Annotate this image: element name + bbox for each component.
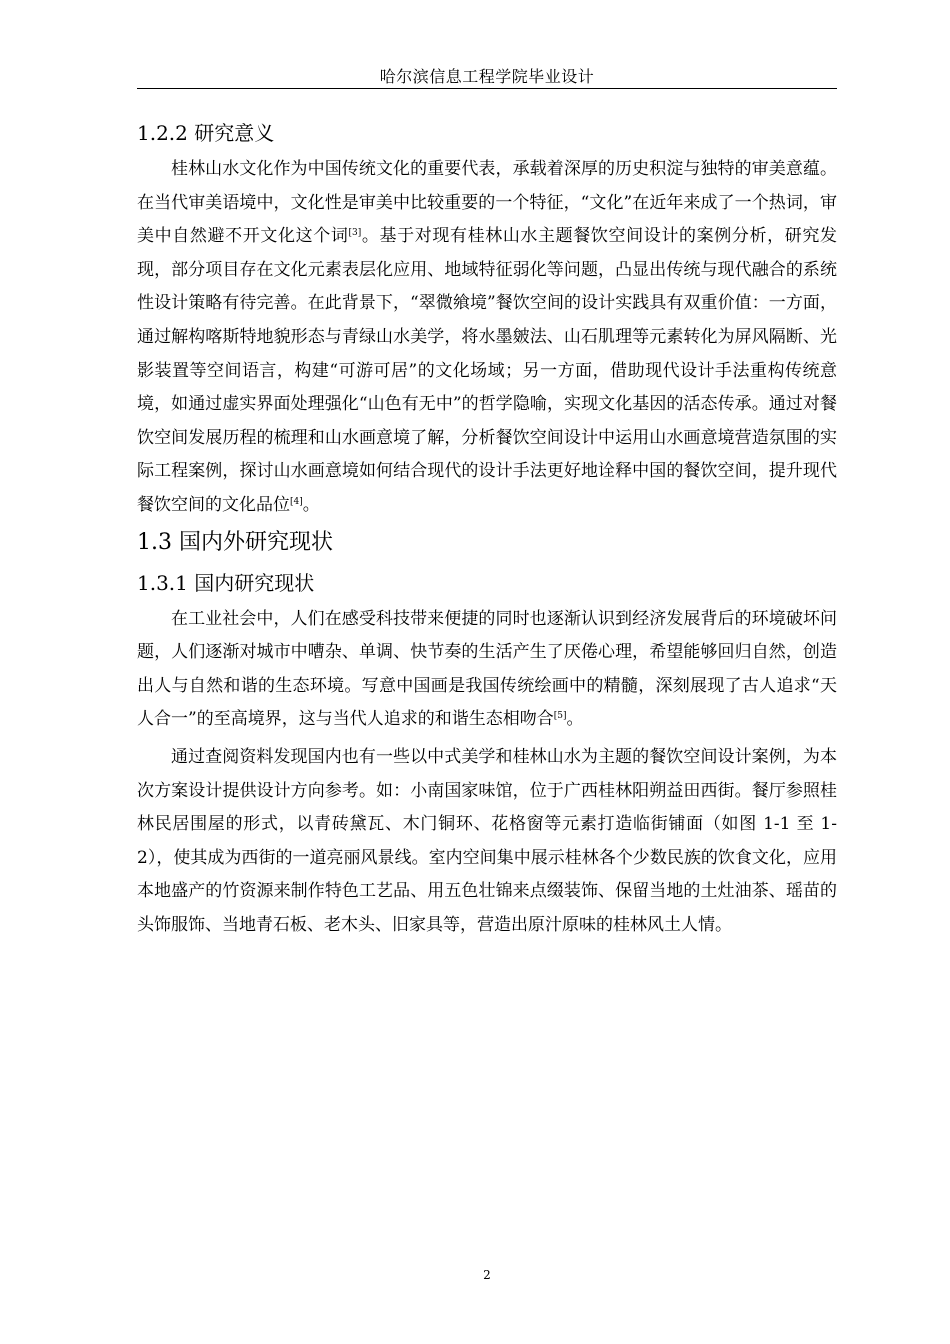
heading-1-3: 1.3 国内外研究现状 — [137, 529, 333, 555]
heading-1-3-1: 1.3.1 国内研究现状 — [137, 570, 315, 595]
paragraph-domestic-status-1 — [137, 603, 837, 737]
running-header: 哈尔滨信息工程学院毕业设计 — [379, 67, 595, 86]
paragraph-text: 。 — [566, 709, 584, 730]
paragraph-text: 桂林山水文化作为中国传统文化的重要代表，承载着深厚的历史积淀与独特的审美意蕴。在当代审美语境中，文化性是审美中比较重要的一个特征，“文化”在近年来成了一个热词，审美中自然避不开文化这个词 — [137, 159, 837, 247]
citation-ref: [4] — [290, 496, 303, 507]
header-rule — [137, 88, 837, 89]
paragraph-text: 在工业社会中，人们在感受科技带来便捷的同时也逐渐认识到经济发展背后的环境破坏问题，人们逐渐对城市中嘈杂、单调、快节奏的生活产生了厌倦心理，希望能够回归自然，创造出人与自然和谐的生态环境。写意中国画是我国传统绘画中的精髓，深刻展现了古人追求“天人合一”的至高境界，这与当代人追求的和谐生态相吻合 — [137, 608, 837, 730]
page-number: 2 — [483, 1268, 491, 1282]
document-body — [137, 113, 837, 942]
paragraph-research-significance — [137, 153, 837, 523]
citation-ref: [3] — [348, 228, 362, 239]
citation-ref: [5] — [553, 711, 567, 722]
paragraph-text: 。基于对现有桂林山水主题餐饮空间设计的案例分析，研究发现，部分项目存在文化元素表层化应用、地域特征弱化等问题，凸显出传统与现代融合的系统性设计策略有待完善。在此背景下，“翠微飨境”餐饮空间的设计实践具有双重价值：一方面，通过解构喀斯特地貌形态与青绿山水美学，将水墨皴法、山石肌理等元素转化为屏风隔断、光影装置等空间语言，构建“可游可居”的文化场域；另一方面，借助现代设计手法重构传统意境，如通过虚实界面处理强化“山色有无中”的哲学隐喻，实现文化基因的活态传承。通过对餐饮空间发展历程的梳理和山水画意境了解，分析餐饮空间设计中运用山水画意境营造氛围的实际工程案例，探讨山水画意境如何结合现代的设计手法更好地诠释中国的餐饮空间，提升现代餐饮空间的文化品位 — [137, 226, 838, 515]
heading-1-2-2: 1.2.2 研究意义 — [137, 121, 275, 145]
paragraph-domestic-status-2: 通过查阅资料发现国内也有一些以中式美学和桂林山水为主题的餐饮空间设计案例，为本次方案设计提供设计方向参考。如：小南国家味馆，位于广西桂林阳朔益田西街。餐厅参照桂林民居围屋的形式，以青砖黛瓦、木门铜环、花格窗等元素打造临街铺面（如图 1-1 至 1-2），使其成为西街的一道亮丽风景线。室内空间集中展示桂林各个少数民族的饮食文化，应用本地盛产的竹资源来制作特色工艺品、用五色壮锦来点缀装饰、保留当地的土灶油茶、瑶苗的头饰服饰、当地青石板、老木头、旧家具等，营造出原汁原味的桂林风土人情。 — [137, 746, 837, 935]
paragraph-text: 。 — [302, 494, 320, 515]
